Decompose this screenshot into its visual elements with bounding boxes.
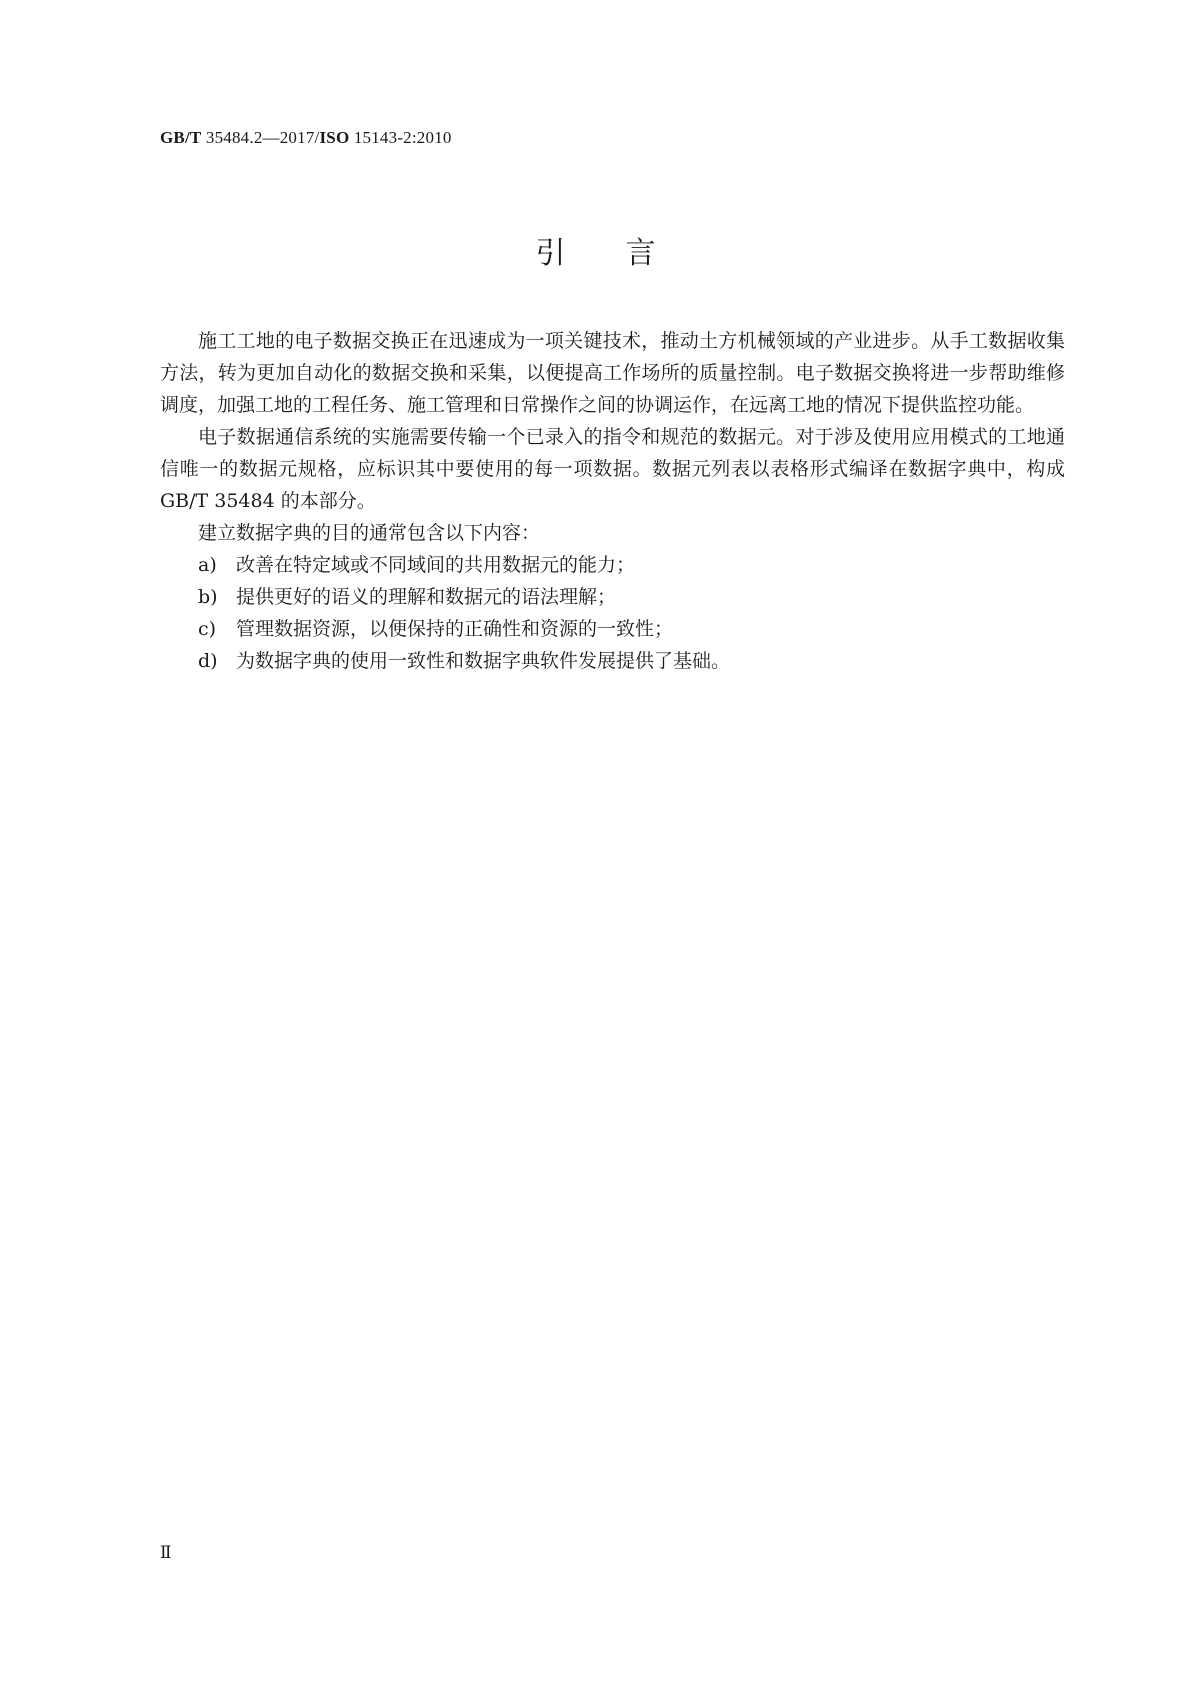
standard-number: 35484.2—2017/ [201,128,320,147]
paragraph: 建立数据字典的目的通常包含以下内容： [198,522,541,544]
page-number: Ⅱ [160,1543,172,1562]
list-text: 为数据字典的使用一致性和数据字典软件发展提供了基础。 [236,650,731,672]
list-item [160,645,1065,677]
list-text: 管理数据资源，以便保持的正确性和资源的一致性； [236,618,674,640]
list-text: 改善在特定域或不同域间的共用数据元的能力； [236,554,636,576]
page-title: 引言 [535,236,716,271]
iso-number: 15143-2:2010 [349,128,452,147]
paragraph: 电子数据通信系统的实施需要传输一个已录入的指令和规范的数据元。对于涉及使用应用模式的工地通信唯一的数据元规格，应标识其中要使用的每一项数据。数据元列表以表格形式编译在数据字典中，构成 GB/T 35484 的本部分。 [160,426,1065,512]
standard-prefix: GB/T [160,128,202,147]
list-text: 提供更好的语义的理解和数据元的语法理解； [236,586,617,608]
list-item [160,581,1065,613]
list-marker: b) [198,586,218,608]
list-marker: c) [198,618,217,640]
document-header [160,128,452,148]
iso-prefix: ISO [319,128,350,147]
list-marker: a) [198,554,217,576]
list-marker: d) [198,650,218,672]
list-item [160,613,1065,645]
paragraph: 施工工地的电子数据交换正在迅速成为一项关键技术，推动土方机械领域的产业进步。从手工数据收集方法，转为更加自动化的数据交换和采集，以便提高工作场所的质量控制。电子数据交换将进一步帮助维修调度，加强工地的工程任务、施工管理和日常操作之间的协调运作，在远离工地的情况下提供监控功能。 [160,330,1065,416]
list-item [160,549,1065,581]
introduction-body [160,325,1065,677]
